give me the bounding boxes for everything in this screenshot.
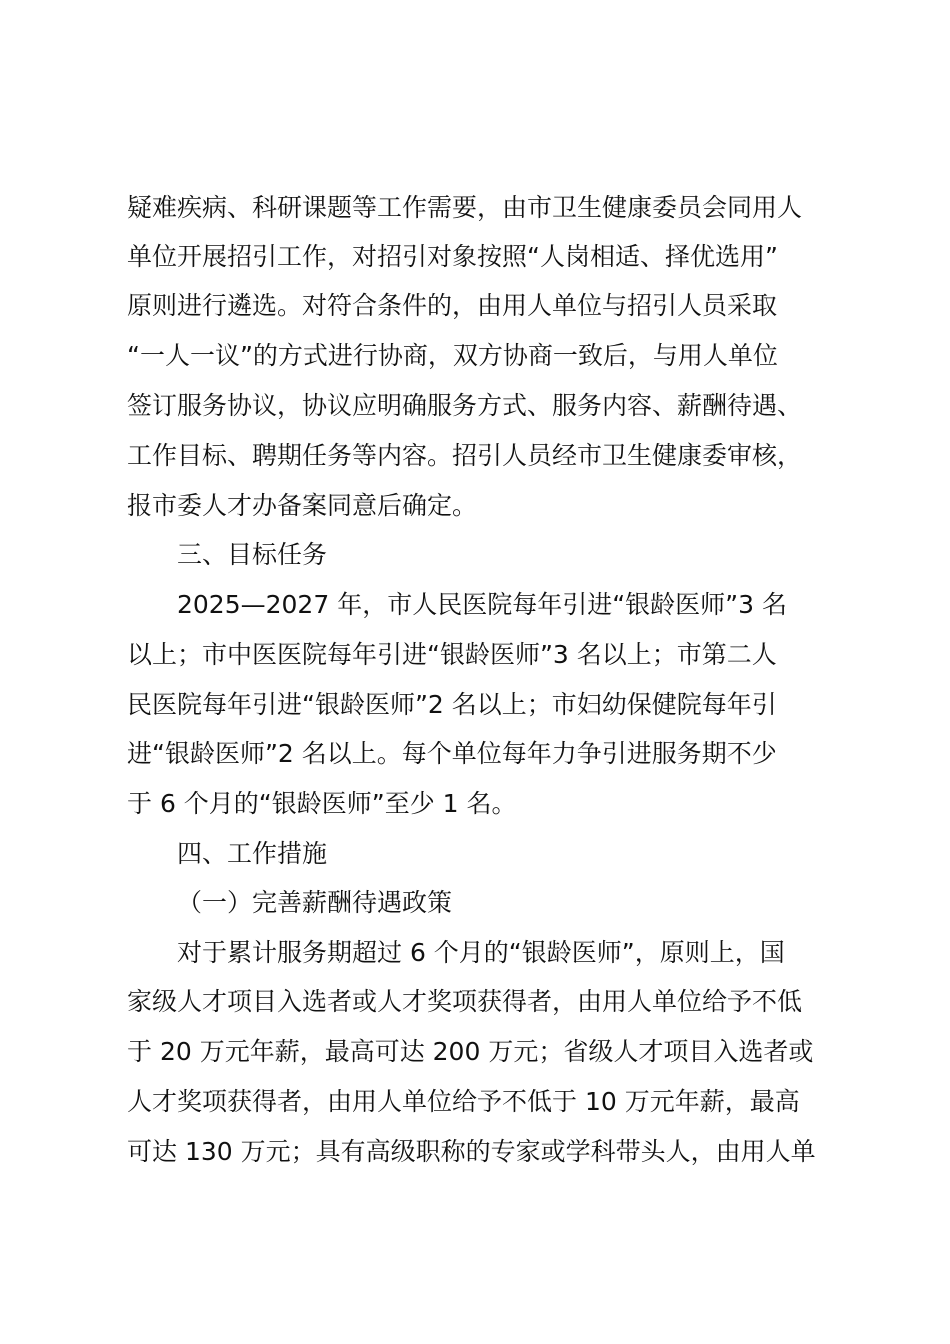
body-text-line: 2025—2027 年，市人民医院每年引进“银龄医师”3 名 — [177, 590, 787, 619]
body-text-line: 家级人才项目入选者或人才奖项获得者，由用人单位给予不低 — [127, 987, 803, 1016]
body-text-line: 民医院每年引进“银龄医师”2 名以上；市妇幼保健院每年引 — [127, 690, 777, 719]
body-text-line: 以上；市中医医院每年引进“银龄医师”3 名以上；市第二人 — [127, 640, 777, 669]
body-text-line: 原则进行遴选。对符合条件的，由用人单位与招引人员采取 — [127, 291, 778, 320]
body-text-line: 单位开展招引工作，对招引对象按照“人岗相适、择优选用” — [127, 242, 778, 271]
body-text-line: 签订服务协议，协议应明确服务方式、服务内容、薪酬待遇、 — [127, 391, 803, 420]
subsection-heading: （一）完善薪酬待遇政策 — [177, 888, 453, 917]
body-text-line: 对于累计服务期超过 6 个月的“银龄医师”，原则上，国 — [177, 938, 785, 967]
body-text-line: 进“银龄医师”2 名以上。每个单位每年力争引进服务期不少 — [127, 739, 777, 768]
body-text-line: 工作目标、聘期任务等内容。招引人员经市卫生健康委审核， — [127, 441, 803, 470]
body-text-line: 可达 130 万元；具有高级职称的专家或学科带头人，由用人单 — [127, 1137, 816, 1166]
body-text-line: 人才奖项获得者，由用人单位给予不低于 10 万元年薪，最高 — [127, 1087, 800, 1116]
body-text-line: 于 20 万元年薪，最高可达 200 万元；省级人才项目入选者或 — [127, 1037, 814, 1066]
section-heading: 四、工作措施 — [177, 839, 328, 868]
section-heading: 三、目标任务 — [177, 540, 328, 569]
body-text-line: “一人一议”的方式进行协商，双方协商一致后，与用人单位 — [127, 341, 778, 370]
body-text-line: 报市委人才办备案同意后确定。 — [127, 491, 478, 520]
body-text-line: 疑难疾病、科研课题等工作需要，由市卫生健康委员会同用人 — [127, 193, 803, 222]
body-text-line: 于 6 个月的“银龄医师”至少 1 名。 — [127, 789, 517, 818]
